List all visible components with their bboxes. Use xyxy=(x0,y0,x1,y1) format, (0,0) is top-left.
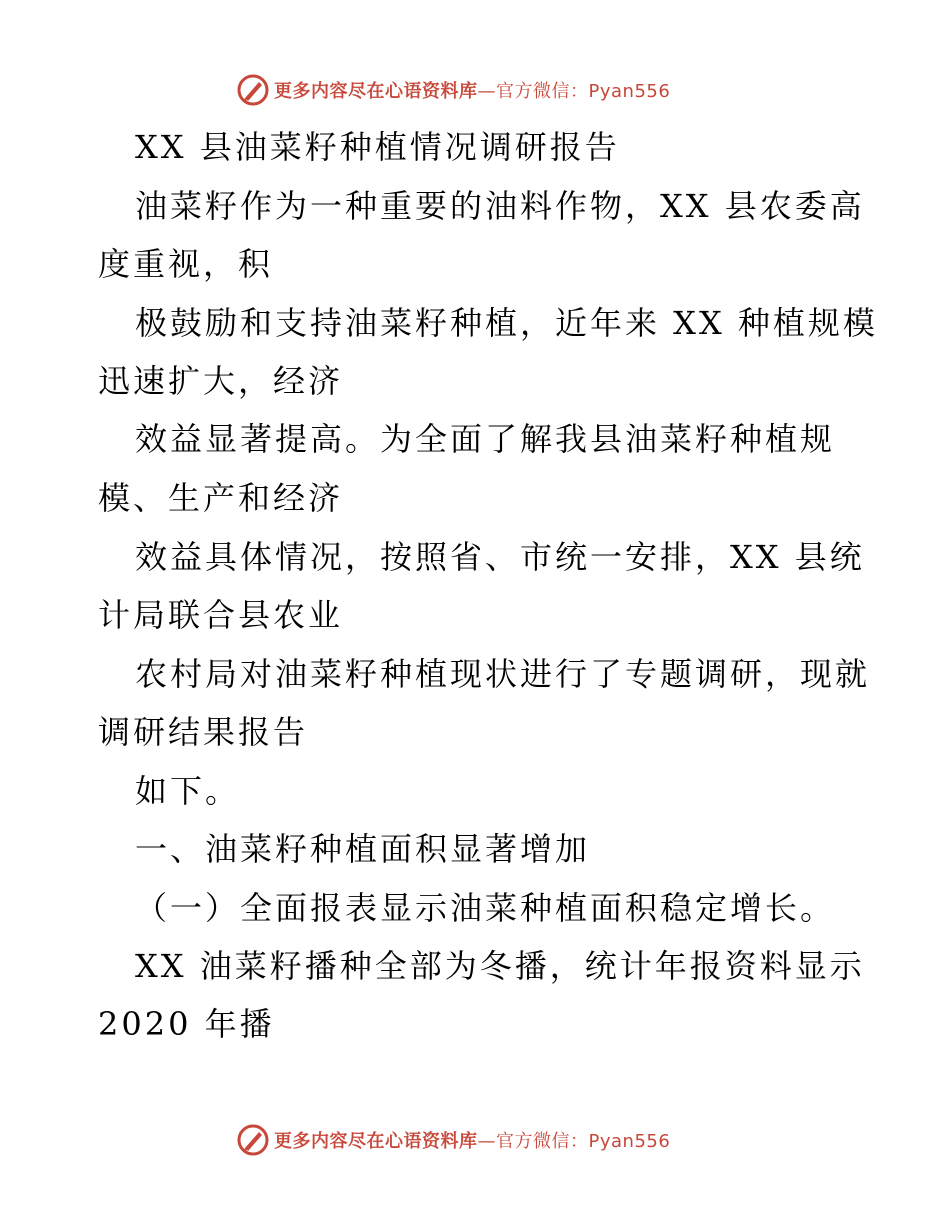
paragraph-line: 2020 年播 xyxy=(98,1005,275,1043)
pen-logo-icon xyxy=(236,73,270,107)
paragraph-line: 迅速扩大，经济 xyxy=(98,362,344,400)
paragraph-line: 极鼓励和支持油菜籽种植，近年来 XX 种植规模 xyxy=(135,304,878,342)
subsection-heading: （一）全面报表显示油菜种植面积稳定增长。 xyxy=(135,889,836,927)
paragraph-line: 如下。 xyxy=(135,772,241,810)
paragraph-line: 效益显著提高。为全面了解我县油菜籽种植规 xyxy=(135,420,836,458)
paragraph-line: XX 油菜籽播种全部为冬播，统计年报资料显示 xyxy=(135,947,865,985)
pen-logo-icon xyxy=(236,1123,270,1157)
header-watermark-banner xyxy=(236,72,670,108)
banner-contact-text: —官方微信：Pyan556 xyxy=(477,81,671,102)
paragraph-line: 计局联合县农业 xyxy=(98,596,344,634)
paragraph-line: 调研结果报告 xyxy=(98,713,309,751)
paragraph-line: 农村局对油菜籽种植现状进行了专题调研，现就 xyxy=(135,655,871,693)
section-heading: 一、油菜籽种植面积显著增加 xyxy=(135,830,591,868)
document-title: XX 县油菜籽种植情况调研报告 xyxy=(135,128,620,166)
paragraph-line: 度重视，积 xyxy=(98,245,274,283)
paragraph-line: 模、生产和经济 xyxy=(98,479,344,517)
paragraph-line: 油菜籽作为一种重要的油料作物，XX 县农委高 xyxy=(135,187,865,225)
banner-contact-text: —官方微信：Pyan556 xyxy=(477,1131,671,1152)
footer-watermark-banner xyxy=(236,1122,670,1158)
paragraph-line: 效益具体情况，按照省、市统一安排，XX 县统 xyxy=(135,538,865,576)
banner-lead-text: 更多内容尽在心语资料库 xyxy=(274,81,478,102)
banner-lead-text: 更多内容尽在心语资料库 xyxy=(274,1131,478,1152)
